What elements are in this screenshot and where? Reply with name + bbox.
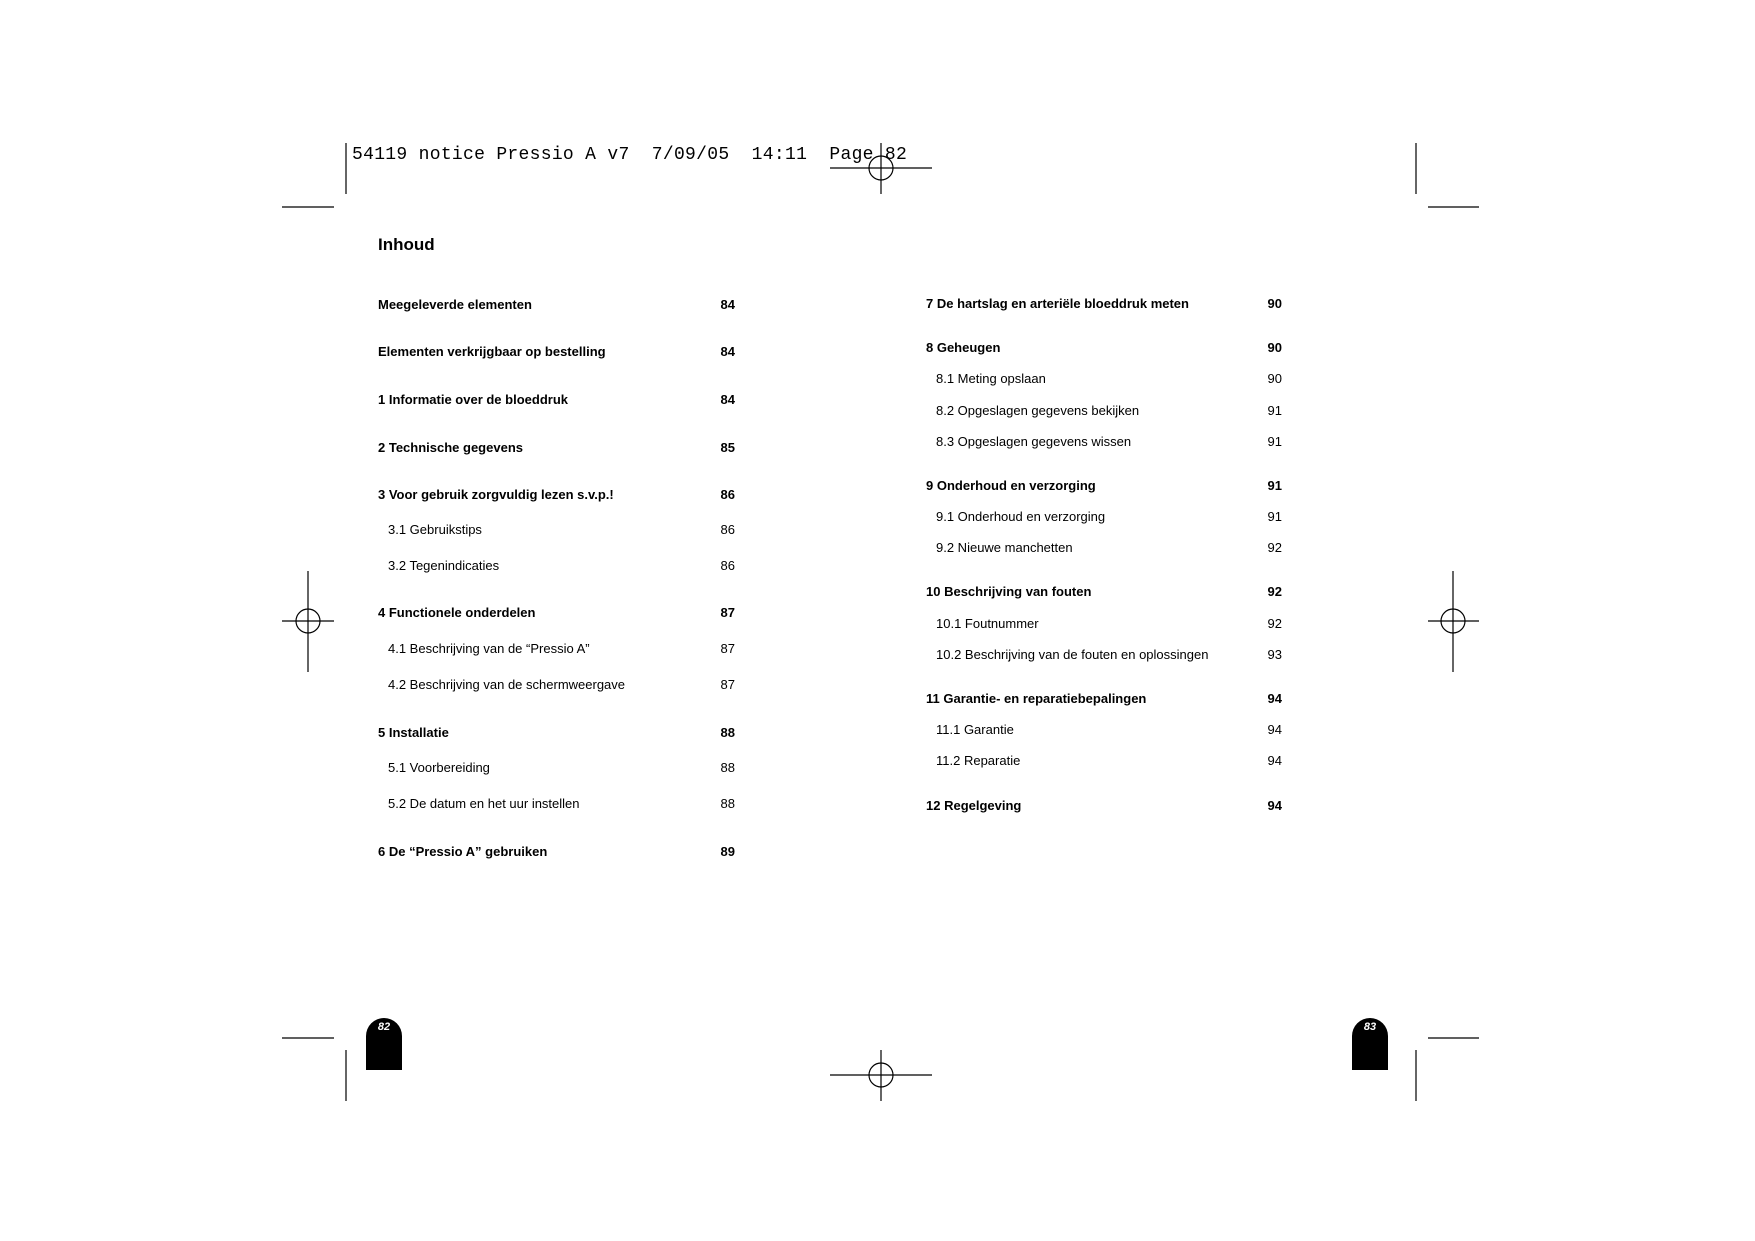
toc-entry-page: 94 [1267, 722, 1282, 737]
print-slug: 54119 notice Pressio A v7 7/09/05 14:11 Page 82 [352, 145, 908, 165]
toc-entry-page: 88 [720, 760, 735, 775]
toc-entry-label: 5.1 Voorbereiding [388, 760, 490, 775]
toc-entry-page: 84 [720, 344, 735, 359]
toc-entry-page: 87 [720, 677, 735, 692]
toc-entry-label: 2 Technische gegevens [378, 440, 523, 455]
toc-entry-page: 94 [1267, 798, 1282, 813]
toc-entry-page: 92 [1267, 616, 1282, 631]
toc-entry-label: 8.3 Opgeslagen gegevens wissen [936, 434, 1132, 449]
toc-entry-page: 90 [1267, 371, 1282, 386]
toc-entry-page: 93 [1267, 647, 1282, 662]
toc-entry-label: 5 Installatie [378, 725, 449, 740]
toc-entry-page: 86 [720, 558, 735, 573]
toc-entry-label: 3.2 Tegenindicaties [388, 558, 500, 573]
toc-entry-label: 8.1 Meting opslaan [936, 371, 1046, 386]
toc-entry-label: Elementen verkrijgbaar op bestelling [378, 344, 606, 359]
registration-mark-bottom [830, 1050, 932, 1101]
toc-entry-page: 87 [720, 605, 735, 620]
toc-entry-page: 94 [1267, 753, 1282, 768]
toc-entry-label: 9.2 Nieuwe manchetten [936, 540, 1073, 555]
page-number-right: 83 [1363, 1021, 1377, 1033]
toc-entry-page: 86 [720, 522, 735, 537]
toc-entry-label: 11.2 Reparatie [936, 753, 1021, 768]
toc-entry-page: 91 [1267, 434, 1282, 449]
toc-entry-label: 10.1 Foutnummer [936, 616, 1039, 631]
toc-entry-page: 91 [1267, 478, 1282, 493]
toc-entry-label: 10.2 Beschrijving van de fouten en oplossingen [936, 647, 1209, 662]
toc-entry-label: 4.2 Beschrijving van de schermweergave [388, 677, 626, 692]
toc-entry-page: 87 [720, 641, 735, 656]
toc-entry-page: 94 [1267, 691, 1282, 706]
toc-entry-page: 88 [720, 796, 735, 811]
toc-entry-label: 8.2 Opgeslagen gegevens bekijken [936, 403, 1140, 418]
toc-entry-page: 92 [1267, 584, 1282, 599]
toc-entry-page: 84 [720, 392, 735, 407]
toc-entry-page: 84 [720, 297, 735, 312]
toc-entry-page: 90 [1267, 296, 1282, 311]
toc-entry-label: 7 De hartslag en arteriële bloeddruk meten [926, 296, 1189, 311]
toc-entry-page: 92 [1267, 540, 1282, 555]
toc-entry-label: 3 Voor gebruik zorgvuldig lezen s.v.p.! [378, 487, 614, 502]
toc-entry-label: 9 Onderhoud en verzorging [926, 478, 1096, 493]
toc-entry-label: 6 De “Pressio A” gebruiken [378, 844, 548, 859]
registration-mark-top [830, 143, 932, 194]
toc-entry-page: 91 [1267, 509, 1282, 524]
toc-entry-page: 88 [720, 725, 735, 740]
toc-entry-page: 85 [720, 440, 735, 455]
page-title: Inhoud [378, 235, 435, 254]
toc-entry-label: 11.1 Garantie [936, 722, 1014, 737]
toc-entry-label: 4 Functionele onderdelen [378, 605, 536, 620]
toc-entry-label: 1 Informatie over de bloeddruk [378, 392, 568, 407]
toc-entry-label: 8 Geheugen [926, 340, 1001, 355]
toc-entry-label: 10 Beschrijving van fouten [926, 584, 1092, 599]
registration-mark-left [282, 571, 334, 672]
toc-entry-label: 9.1 Onderhoud en verzorging [936, 509, 1106, 524]
toc-entry-page: 90 [1267, 340, 1282, 355]
toc-entry-label: 12 Regelgeving [926, 798, 1022, 813]
registration-mark-right [1428, 571, 1479, 672]
toc-entry-page: 86 [720, 487, 735, 502]
toc-entry-label: 3.1 Gebruikstips [388, 522, 482, 537]
page-number-left: 82 [377, 1021, 391, 1033]
toc-entry-page: 89 [720, 844, 735, 859]
toc-entry-label: 4.1 Beschrijving van de “Pressio A” [388, 641, 590, 656]
toc-entry-label: 5.2 De datum en het uur instellen [388, 796, 580, 811]
toc-entry-label: Meegeleverde elementen [378, 297, 532, 312]
toc-entry-label: 11 Garantie- en reparatiebepalingen [926, 691, 1147, 706]
toc-entry-page: 91 [1267, 403, 1282, 418]
